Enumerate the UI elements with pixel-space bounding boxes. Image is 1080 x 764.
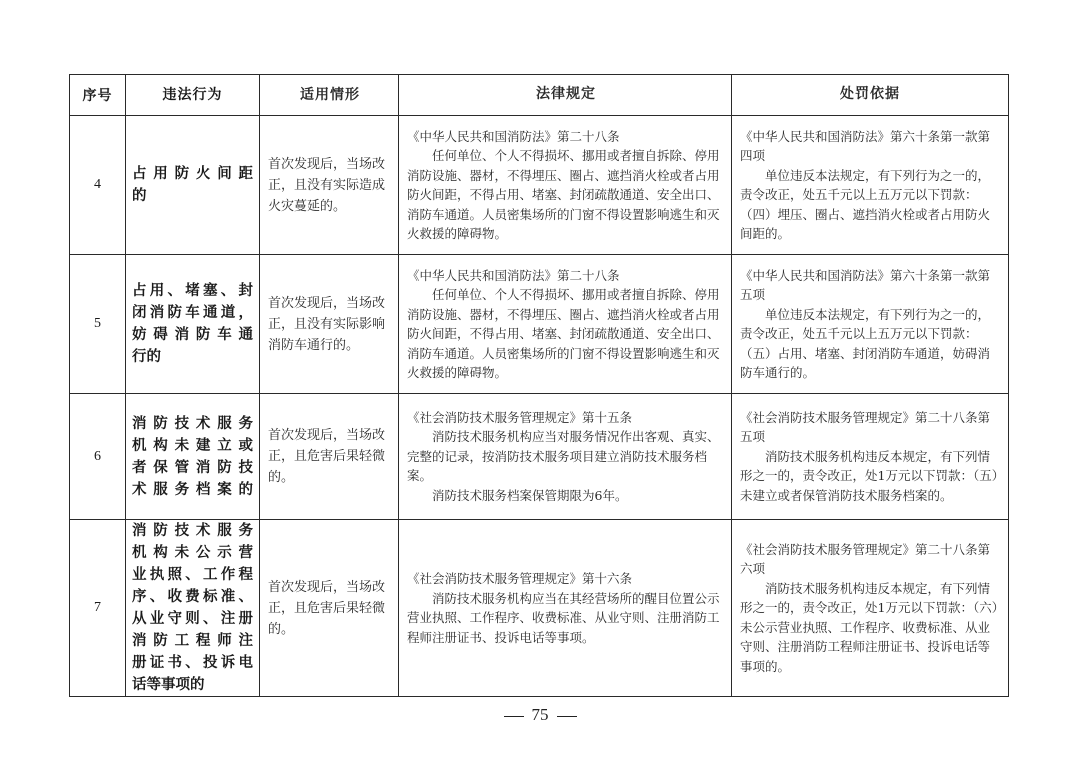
page-number (0, 705, 1080, 725)
law-cell (399, 394, 732, 520)
violation-act-line: 行的 (132, 349, 161, 365)
table-row (70, 394, 1009, 520)
violation-act-line: 术服务档案的 (132, 481, 253, 498)
violation-act-line: 业执照、工作程 (132, 567, 253, 583)
penalty-cell (732, 394, 1009, 520)
situation-cell: 首次发现后，当场改正，且危害后果轻微的。 (260, 520, 399, 697)
header-law: 法律规定 (399, 75, 732, 116)
violation-act-line: 机构未公示营 (132, 545, 253, 561)
penalty-body: 单位违反本法规定，有下列行为之一的，责令改正，处五千元以上五万元以下罚款：（五）占用、堵塞、封闭消防车通道，妨碍消防车通行的。 (740, 306, 991, 380)
header-no: 序号 (70, 75, 126, 116)
violation-act-line: 占用防火间距 (132, 166, 253, 182)
penalty-title: 《中华人民共和国消防法》第六十条第一款第五项 (740, 267, 991, 302)
table-row (70, 520, 1009, 697)
row-number: 6 (70, 394, 126, 520)
violation-act-line: 册证书、投诉电 (132, 655, 253, 671)
penalty-body: 消防技术服务机构违反本规定，有下列情形之一的，责令改正，处1万元以下罚款：（六）未公示营业执照、工作程序、收费标准、从业守则、注册消防工程师注册证书、投诉电话等事项的。 (740, 580, 998, 674)
penalty-title: 《社会消防技术服务管理规定》第二十八条第六项 (740, 541, 991, 577)
row-number: 5 (70, 255, 126, 394)
regulation-table (69, 74, 1009, 697)
violation-act (126, 394, 260, 520)
law-body: 任何单位、个人不得损坏、挪用或者擅自拆除、停用消防设施、器材，不得埋压、圈占、遮挡消火栓或者占用防火间距，不得占用、堵塞、封闭疏散通道、安全出口、消防车通道。人员密集场所的门窗不得设置影响逃生和灭火救援的障碍物。 (407, 148, 720, 241)
law-body: 消防技术服务档案保管期限为6年。 (432, 487, 628, 503)
header-situation: 适用情形 (260, 75, 399, 116)
violation-act-line: 消防工程师注 (132, 633, 253, 649)
violation-act (126, 255, 260, 394)
table-header-row (70, 75, 1009, 116)
header-penalty: 处罚依据 (732, 75, 1009, 116)
page-number-dash-right (557, 716, 577, 717)
violation-act-line: 闭消防车通道， (132, 305, 253, 321)
penalty-body: 消防技术服务机构违反本规定，有下列情形之一的，责令改正，处1万元以下罚款：（五）未建立或者保管消防技术服务档案的。 (740, 448, 998, 503)
violation-act-line: 序、收费标准、 (132, 589, 253, 605)
violation-act-line: 消防技术服务 (132, 415, 253, 432)
penalty-body: 单位违反本法规定，有下列行为之一的，责令改正，处五千元以上五万元以下罚款：（四）埋压、圈占、遮挡消火栓或者占用防火间距的。 (740, 167, 991, 241)
law-title: 《中华人民共和国消防法》第二十八条 (407, 128, 620, 144)
situation-cell: 首次发现后，当场改正，且危害后果轻微的。 (260, 394, 399, 520)
violation-act-line: 占用、堵塞、封 (132, 283, 253, 299)
table-row (70, 116, 1009, 255)
law-body: 消防技术服务机构应当对服务情况作出客观、真实、完整的记录，按消防技术服务项目建立消防技术服务档案。 (407, 429, 720, 484)
law-body: 消防技术服务机构应当在其经营场所的醒目位置公示营业执照、工作程序、收费标准、从业守则、注册消防工程师注册证书、投诉电话等事项。 (407, 590, 720, 645)
situation-cell: 首次发现后，当场改正，且没有实际影响消防车通行的。 (260, 255, 399, 394)
situation-cell: 首次发现后，当场改正，且没有实际造成火灾蔓延的。 (260, 116, 399, 255)
law-body: 任何单位、个人不得损坏、挪用或者擅自拆除、停用消防设施、器材，不得埋压、圈占、遮挡消火栓或者占用防火间距，不得占用、堵塞、封闭疏散通道、安全出口、消防车通道。人员密集场所的门窗不得设置影响逃生和灭火救援的障碍物。 (407, 287, 720, 380)
page-number-dash-left (504, 716, 524, 717)
law-cell (399, 520, 732, 697)
violation-act-line: 的 (132, 188, 147, 204)
penalty-title: 《中华人民共和国消防法》第六十条第一款第四项 (740, 128, 991, 163)
violation-act-line: 妨碍消防车通 (132, 327, 253, 343)
violation-act-line: 话等事项的 (132, 677, 205, 693)
law-cell (399, 255, 732, 394)
violation-act-line: 消防技术服务 (132, 523, 253, 539)
violation-act-line: 机构未建立或 (132, 437, 253, 454)
table-row (70, 255, 1009, 394)
row-number: 4 (70, 116, 126, 255)
violation-act (126, 520, 260, 697)
header-act: 违法行为 (126, 75, 260, 116)
violation-act-line: 者保管消防技 (132, 459, 253, 476)
law-title: 《社会消防技术服务管理规定》第十五条 (407, 409, 633, 425)
law-title: 《中华人民共和国消防法》第二十八条 (407, 267, 620, 283)
violation-act-line: 从业守则、注册 (132, 611, 253, 627)
penalty-cell (732, 255, 1009, 394)
penalty-cell (732, 520, 1009, 697)
penalty-title: 《社会消防技术服务管理规定》第二十八条第五项 (740, 409, 991, 445)
law-cell (399, 116, 732, 255)
page-number-value: 75 (531, 705, 549, 724)
row-number: 7 (70, 520, 126, 697)
penalty-cell (732, 116, 1009, 255)
violation-act (126, 116, 260, 255)
law-title: 《社会消防技术服务管理规定》第十六条 (407, 571, 633, 586)
